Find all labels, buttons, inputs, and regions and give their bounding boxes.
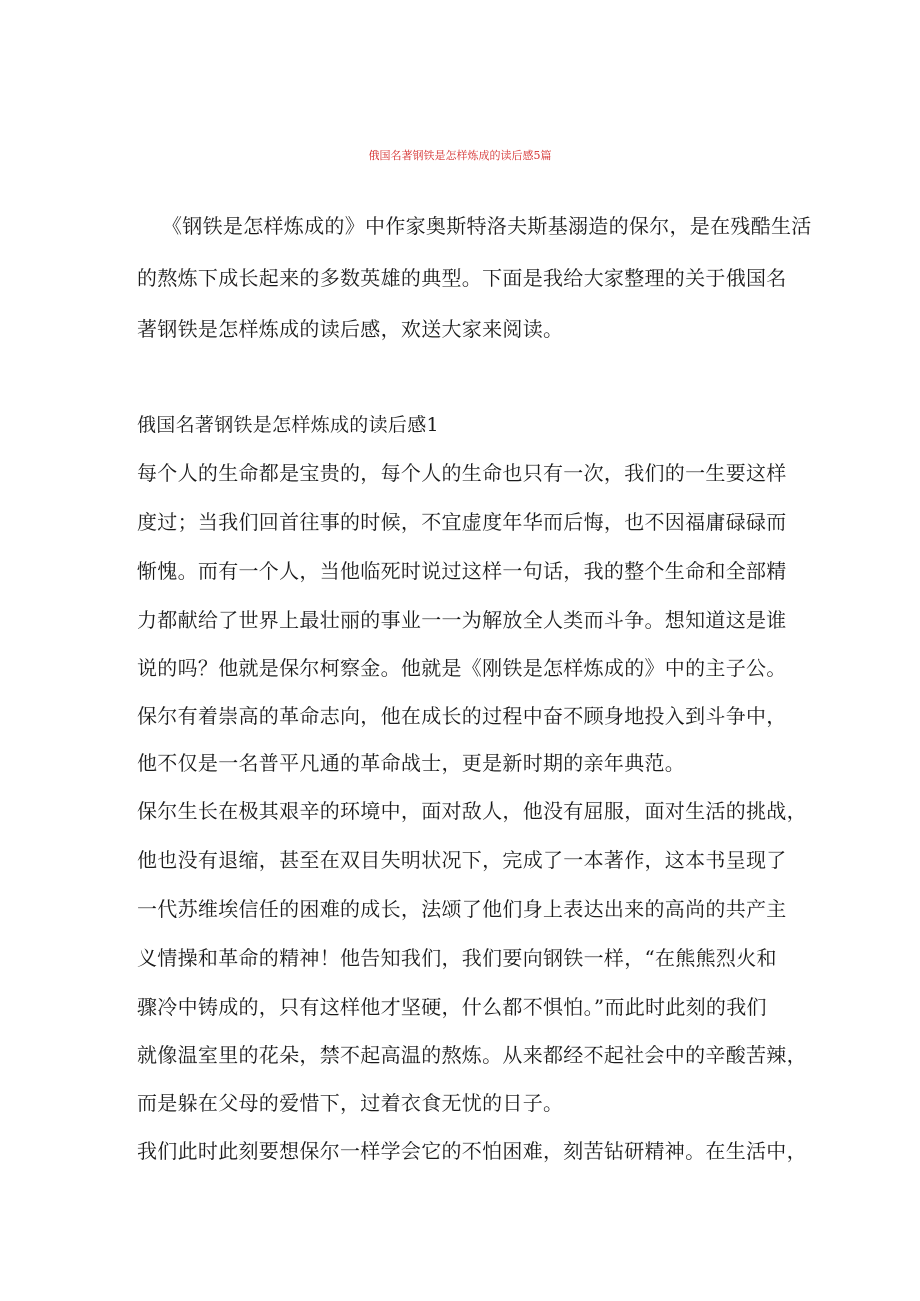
- paragraph-line: 他不仅是一名普平凡通的革命战士，更是新时期的亲年典范。: [137, 751, 686, 775]
- section-heading: 俄国名著钢铁是怎样炼成的读后感1: [137, 414, 439, 436]
- paragraph-line: 义情操和革命的精神！他告知我们，我们要向钢铁一样，“在熊熊烈火和: [137, 946, 777, 970]
- paragraph-line: 骤冷中铸成的，只有这样他才坚硬，什么都不惧怕。”而此时此刻的我们: [137, 995, 767, 1019]
- paragraph-line: 他也没有退缩，甚至在双目失明状况下，完成了一本著作，这本书呈现了: [137, 848, 787, 872]
- document-title: 俄国名著钢铁是怎样炼成的读后感5篇: [368, 149, 552, 162]
- paragraph-line: 保尔生长在极其艰辛的环境中，面对敌人，他没有屈服，面对生活的挑战，: [137, 799, 807, 823]
- intro-line: 著钢铁是怎样炼成的读后感，欢送大家来阅读。: [137, 317, 564, 341]
- paragraph-line: 度过；当我们回首往事的时候，不宜虚度年华而后悔，也不因福庸碌碌而: [137, 510, 787, 534]
- intro-line: 的熬炼下成长起来的多数英雄的典型。下面是我给大家整理的关于俄国名: [137, 266, 787, 290]
- paragraph-line: 就像温室里的花朵，禁不起高温的熬炼。从来都经不起社会中的辛酸苦辣，: [137, 1043, 807, 1067]
- paragraph-line: 一代苏维埃信任的困难的成长，法颂了他们身上表达出来的高尚的共产主: [137, 897, 787, 921]
- paragraph-line: 每个人的生命都是宝贵的，每个人的生命也只有一次，我们的一生要这样: [137, 461, 787, 485]
- paragraph-line: 而是躲在父母的爱惜下，过着衣食无忧的日子。: [137, 1091, 564, 1115]
- paragraph-line: 保尔有着崇高的革命志向，他在成长的过程中奋不顾身地投入到斗争中，: [137, 704, 787, 728]
- paragraph-line: 说的吗？他就是保尔柯察金。他就是《刚铁是怎样炼成的》中的主子公。: [137, 656, 787, 680]
- paragraph-line: 惭愧。而有一个人，当他临死时说过这样一句话，我的整个生命和全部精: [137, 559, 787, 583]
- intro-line: 《钢铁是怎样炼成的》中作家奥斯特洛夫斯基溺造的保尔，是在残酷生活: [162, 214, 812, 238]
- paragraph-line: 我们此时此刻要想保尔一样学会它的不怕困难，刻苦钻研精神。在生活中，: [137, 1139, 807, 1163]
- paragraph-line: 力都献给了世界上最壮丽的事业一一为解放全人类而斗争。想知道这是谁: [137, 608, 787, 632]
